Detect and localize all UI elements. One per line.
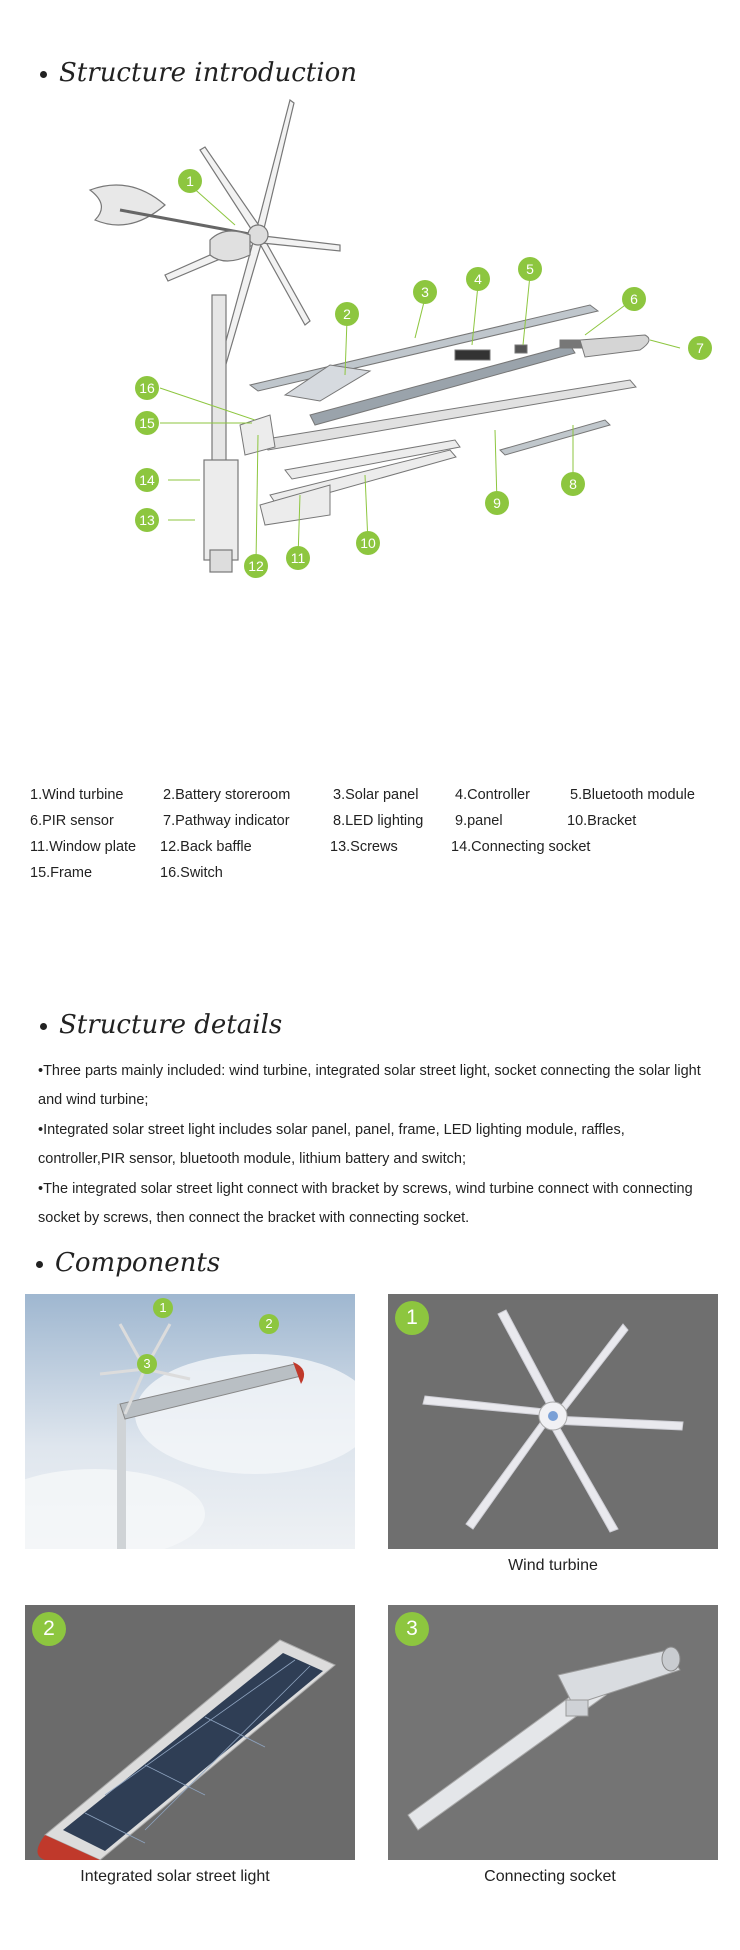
part-item: 5.Bluetooth module xyxy=(570,787,695,803)
component-badge: 2 xyxy=(32,1612,66,1646)
callout-10 xyxy=(356,531,380,555)
wind-turbine-photo xyxy=(388,1294,718,1549)
component-badge: 1 xyxy=(395,1301,429,1335)
assembled-product-illustration xyxy=(25,1294,355,1549)
bullet-icon xyxy=(40,71,47,78)
part-item: 2.Battery storeroom xyxy=(163,787,291,803)
solar-street-light-photo xyxy=(25,1605,355,1860)
callout-3 xyxy=(413,280,437,304)
callout-8 xyxy=(561,472,585,496)
solar-light-parts-drawing xyxy=(240,305,649,525)
heading-text: Structure details xyxy=(59,1010,283,1040)
component-caption: Integrated solar street light xyxy=(80,1868,270,1885)
callout-15 xyxy=(135,411,159,435)
wind-turbine-illustration xyxy=(388,1294,718,1549)
solar-street-light-illustration xyxy=(25,1605,355,1860)
svg-text:5: 5 xyxy=(526,261,534,277)
part-item: 15.Frame xyxy=(30,865,93,881)
callout-13 xyxy=(135,508,159,532)
structure-intro-heading xyxy=(40,58,357,88)
component-caption: Wind turbine xyxy=(508,1557,598,1574)
detail-paragraph: •Three parts mainly included: wind turbine, integrated solar street light, socket connecting the solar light and wind turbine; xyxy=(38,1063,701,1108)
callout-1 xyxy=(178,169,202,193)
heading-text: Components xyxy=(55,1248,221,1278)
svg-text:14: 14 xyxy=(139,472,155,488)
connecting-socket-illustration xyxy=(388,1605,718,1860)
part-item: 6.PIR sensor xyxy=(30,813,114,829)
svg-text:4: 4 xyxy=(474,271,482,287)
callout-9 xyxy=(485,491,509,515)
svg-text:10: 10 xyxy=(360,535,376,551)
detail-paragraph: •The integrated solar street light connect with bracket by screws, wind turbine connect with connecting socket by screws, then connect the bracket with connecting socket. xyxy=(38,1181,693,1226)
svg-text:2: 2 xyxy=(343,306,351,322)
component-badge: 3 xyxy=(137,1354,157,1374)
component-badge: 2 xyxy=(259,1314,279,1334)
part-item: 1.Wind turbine xyxy=(30,787,124,803)
connecting-socket-photo xyxy=(388,1605,718,1860)
callout-5 xyxy=(518,257,542,281)
part-item: 14.Connecting socket xyxy=(451,839,591,855)
component-badge: 1 xyxy=(153,1298,173,1318)
part-item: 9.panel xyxy=(455,813,503,829)
callout-7 xyxy=(688,336,712,360)
heading-text: Structure introduction xyxy=(59,58,357,88)
svg-text:13: 13 xyxy=(139,512,155,528)
exploded-structure-diagram xyxy=(0,95,740,725)
part-item: 16.Switch xyxy=(160,865,223,881)
callout-2 xyxy=(335,302,359,326)
components-heading xyxy=(36,1248,220,1278)
callout-6 xyxy=(622,287,646,311)
bullet-icon xyxy=(36,1261,43,1268)
svg-text:7: 7 xyxy=(696,340,704,356)
callout-12 xyxy=(244,554,268,578)
svg-text:1: 1 xyxy=(186,173,194,189)
svg-text:11: 11 xyxy=(290,550,306,566)
component-caption: Connecting socket xyxy=(484,1868,616,1885)
svg-text:12: 12 xyxy=(248,558,264,574)
part-item: 7.Pathway indicator xyxy=(163,813,290,829)
part-item: 4.Controller xyxy=(455,787,530,803)
svg-text:15: 15 xyxy=(139,415,155,431)
svg-text:6: 6 xyxy=(630,291,638,307)
callout-11 xyxy=(286,546,310,570)
part-item: 10.Bracket xyxy=(567,813,637,829)
callout-14 xyxy=(135,468,159,492)
part-item: 11.Window plate xyxy=(30,839,137,855)
part-item: 3.Solar panel xyxy=(333,787,419,803)
part-item: 12.Back baffle xyxy=(160,839,252,855)
detail-paragraph: •Integrated solar street light includes solar panel, panel, frame, LED lighting module, raffles, controller,PIR sensor, bluetooth module, lithium battery and switch; xyxy=(38,1122,625,1167)
bullet-icon xyxy=(40,1023,47,1030)
part-item: 13.Screws xyxy=(330,839,398,855)
svg-text:3: 3 xyxy=(421,284,429,300)
callout-16 xyxy=(135,376,159,400)
svg-text:8: 8 xyxy=(569,476,577,492)
structure-details-heading xyxy=(40,1010,282,1040)
assembled-product-photo xyxy=(25,1294,355,1549)
svg-text:9: 9 xyxy=(493,495,501,511)
svg-text:16: 16 xyxy=(139,380,155,396)
part-item: 8.LED lighting xyxy=(333,813,424,829)
component-badge: 3 xyxy=(395,1612,429,1646)
callout-4 xyxy=(466,267,490,291)
